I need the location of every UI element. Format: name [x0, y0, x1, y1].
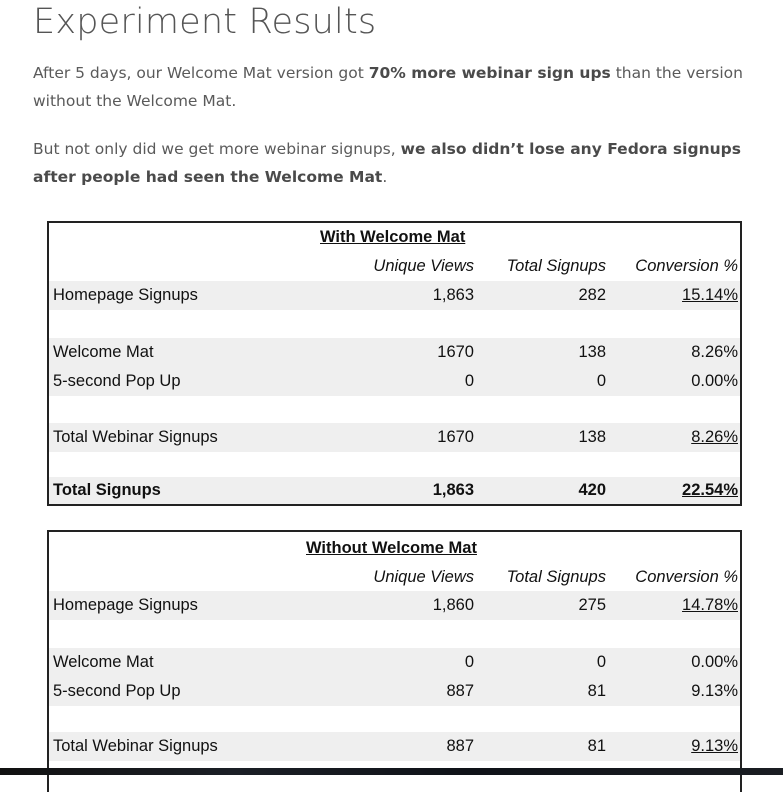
unique-views: 1,863: [432, 481, 474, 499]
conversion: 22.54%: [682, 481, 738, 499]
header-total-signups: Total Signups: [506, 568, 606, 586]
table-title: With Welcome Mat: [320, 228, 466, 246]
table-row: [49, 732, 740, 761]
bottom-dark-strip: [0, 768, 783, 775]
conversion: 9.13%: [691, 737, 738, 755]
table-row: [49, 591, 740, 620]
total-signups: 81: [587, 737, 606, 755]
unique-views: 887: [446, 737, 474, 755]
unique-views: 887: [446, 682, 474, 700]
total-signups: 138: [578, 428, 606, 446]
second-text-before: But not only did we get more webinar signups,: [33, 140, 401, 158]
total-signups: 282: [578, 286, 606, 304]
total-signups: 0: [596, 653, 606, 671]
intro-text-before: After 5 days, our Welcome Mat version got: [33, 64, 369, 82]
row-label: Welcome Mat: [53, 343, 154, 361]
total-signups: 138: [578, 343, 606, 361]
unique-views: 1670: [437, 343, 474, 361]
conversion: 8.26%: [691, 343, 738, 361]
row-label: 5-second Pop Up: [53, 372, 181, 390]
header-unique-views: Unique Views: [373, 257, 474, 275]
total-signups: 420: [578, 481, 606, 499]
conversion: 0.00%: [691, 653, 738, 671]
table-row: [49, 338, 740, 367]
table-row: [49, 648, 740, 677]
table-title: Without Welcome Mat: [306, 539, 477, 557]
row-label: Welcome Mat: [53, 653, 154, 671]
total-signups: 275: [578, 596, 606, 614]
second-text-after: .: [382, 168, 388, 186]
header-unique-views: Unique Views: [373, 568, 474, 586]
table-row: [49, 281, 740, 310]
conversion: 9.13%: [691, 682, 738, 700]
unique-views: 1670: [437, 428, 474, 446]
row-label: Total Webinar Signups: [53, 428, 218, 446]
second-text-bold: we also didn’t lose any Fedora signups after people had seen the Welcome Mat: [33, 140, 741, 186]
conversion: 8.26%: [691, 428, 738, 446]
intro-text-after: than the version without the Welcome Mat.: [33, 64, 743, 110]
row-label: Homepage Signups: [53, 596, 198, 614]
results-table-with-welcome-mat: [47, 221, 742, 506]
table-row: [49, 677, 740, 706]
table-row: [49, 367, 740, 396]
unique-views: 1,860: [432, 596, 474, 614]
table-header-row: [49, 563, 740, 592]
row-label: Homepage Signups: [53, 286, 198, 304]
header-conversion: Conversion %: [635, 257, 738, 275]
conversion: 0.00%: [691, 372, 738, 390]
header-conversion: Conversion %: [635, 568, 738, 586]
table-header-row: [49, 252, 740, 281]
header-total-signups: Total Signups: [506, 257, 606, 275]
row-label: Total Signups: [53, 481, 161, 499]
unique-views: 0: [464, 653, 474, 671]
total-signups: 81: [587, 682, 606, 700]
intro-text-bold: 70% more webinar sign ups: [368, 64, 611, 82]
table-row: [49, 423, 740, 452]
conversion: 15.14%: [682, 286, 738, 304]
unique-views: 1,863: [432, 286, 474, 304]
total-signups: 0: [596, 372, 606, 390]
conversion: 14.78%: [682, 596, 738, 614]
row-label: Total Webinar Signups: [53, 737, 218, 755]
row-label: 5-second Pop Up: [53, 682, 181, 700]
page-title: Experiment Results: [33, 2, 377, 42]
results-table-without-welcome-mat: [47, 530, 742, 792]
table-row-total: [49, 477, 740, 504]
intro-paragraph: [33, 59, 753, 115]
second-paragraph: [33, 135, 753, 191]
unique-views: 0: [464, 372, 474, 390]
